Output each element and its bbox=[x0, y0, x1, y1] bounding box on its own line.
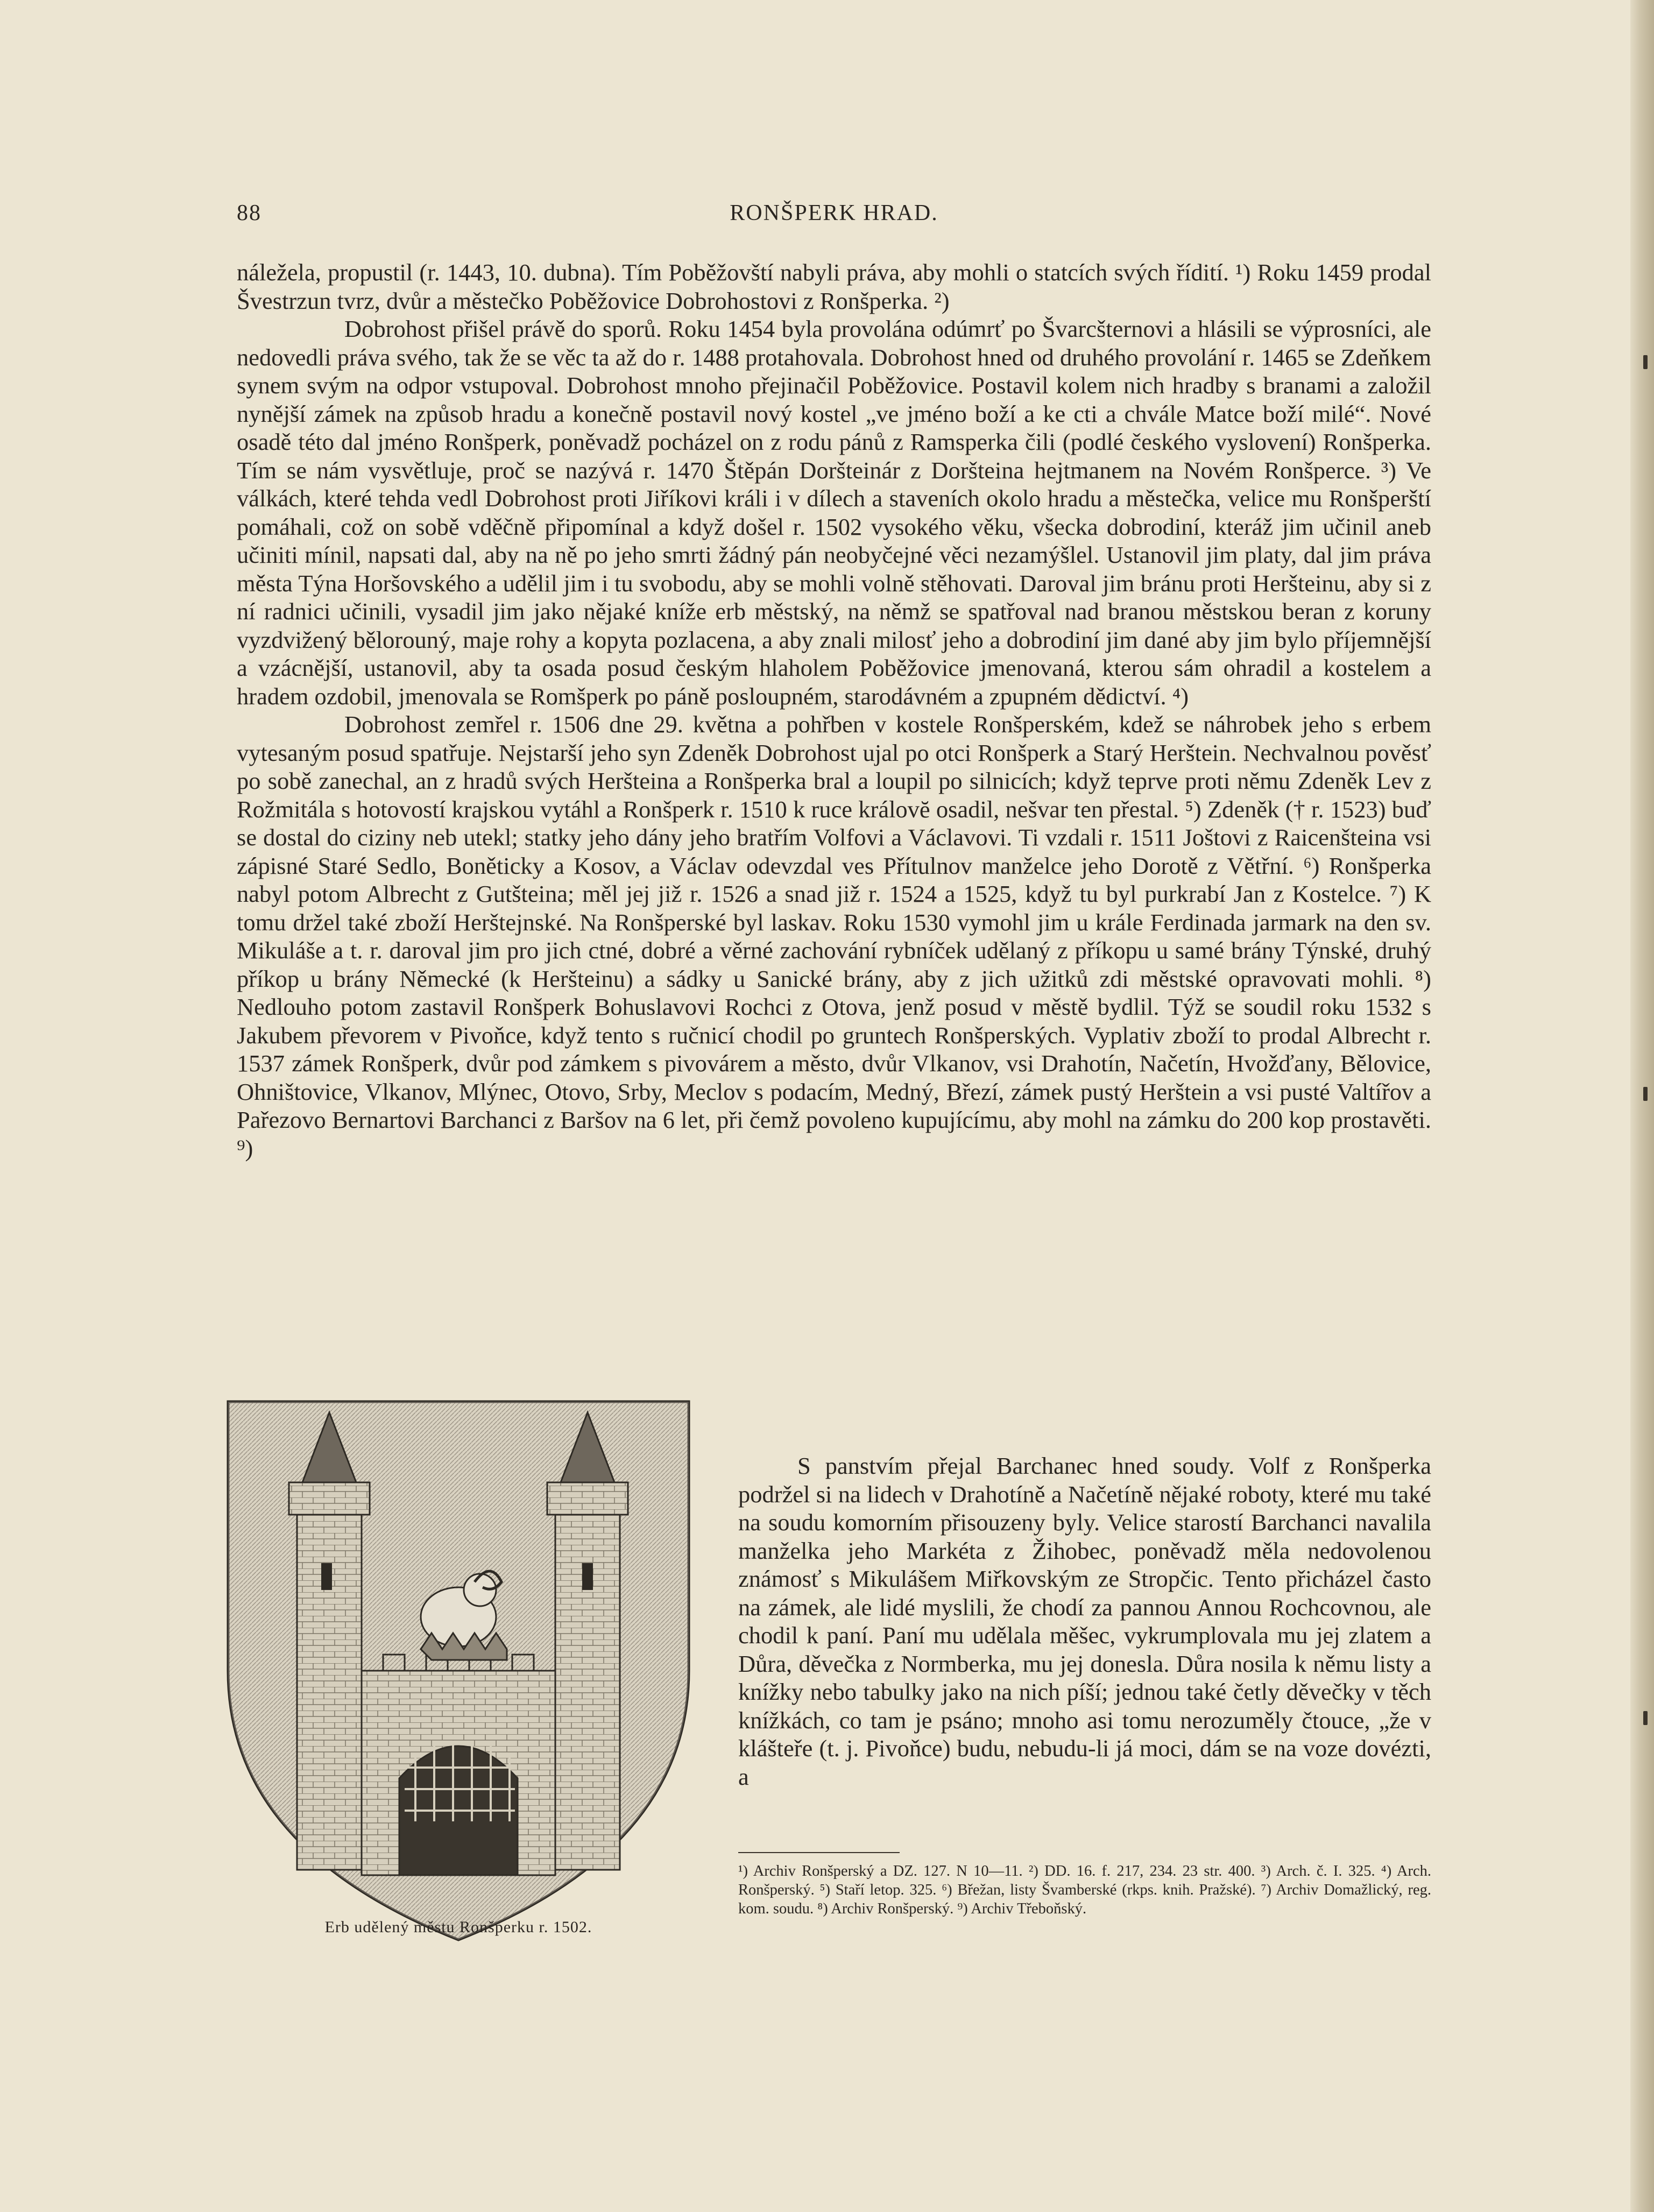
page-edge bbox=[1630, 0, 1654, 2212]
paragraph-1: náležela, propustil (r. 1443, 10. dubna). Tím Poběžovští nabyli práva, aby mohli o statcích svých řídití. ¹) Roku 1459 prodal Švestrzun tvrz, dvůr a městečko Poběžovice Dobrohostovi z Ronšperka. ²) bbox=[237, 259, 1431, 314]
footnotes bbox=[738, 1852, 1431, 1918]
paragraph-4: S panstvím přejal Barchanec hned soudy. Volf z Ronšperka podržel si na lidech v Drahotíně a Načetíně nějaké roboty, které mu také na soudu komorním přisouzeny byly. Velice starostí Barchanci navalila manželka jeho Markéta z Žihobec, poněvadž měla nedovolenou známosť s Mikulášem Miřkovským ze Stropčic. Tento přicházel často na zámek, ale lidé myslili, že chodí za pannou Annou Rochcovnou, ale chodil k paní. Paní mu udělala měšec, vykrumplovala mu jej zlatem a Důra, děvečka z Normberka, mu jej donesla. Důra nosila k němu listy a knížky nebo tabulky jako na nich píší; jednou také četly děvečky v těch knížkách, co tam je psáno; mnoho asi tomu nerozuměly čtouce, „že v klášteře (t. j. Pivoňce) budu, nebudu-li já moci, dám se na voze dovézti, a bbox=[738, 1452, 1431, 1790]
figure-caption: Erb udělený městu Ronšperku r. 1502. bbox=[324, 1918, 592, 1936]
edge-mark bbox=[1643, 355, 1648, 369]
running-title: RONŠPERK HRAD. bbox=[730, 201, 938, 225]
edge-mark bbox=[1643, 1087, 1648, 1101]
coat-of-arms-figure bbox=[222, 1391, 695, 1945]
paragraph-2: Dobrohost přišel právě do sporů. Roku 1454 byla provolána odúmrť po Švarcšternovi a hlásili se výprosníci, ale nedovedli práva svého, tak že se věc ta až do r. 1488 protahovala. Dobrohost hned od druhého provolání r. 1465 se Zdeňkem synem svým na odpor vstupoval. Dobrohost mnoho přejinačil Poběžovice. Postavil kolem nich hradby s branami a založil nynější zámek na způsob hradu a konečně postavil nový kostel „ve jméno boží a ke cti a chvále Matce boží milé“. Nové osadě této dal jméno Ronšperk, poněvadž pocházel on z rodu pánů z Ramsperka čili (podlé českého vyslovení) Ronšperka. Tím se nám vysvětluje, proč se nazývá r. 1470 Štěpán Doršteinár z Doršteina hejtmanem na Novém Ronšperce. ³) Ve válkách, které tehda vedl Dobrohost proti Jiříkovi králi i v dílech a staveních okolo hradu a městečka, velice mu Ronšperští pomáhali, což on sobě vděčně připomínal a když došel r. 1502 vysokého věku, všecka dobrodiní, kteráž jim učinil aneb učiniti mínil, napsati dal, aby na ně po jeho smrti žádný pán neobyčejné věci nezamýšlel. Ustanovil jim platy, dal jim práva města Týna Horšovského a udělil jim i tu svobodu, aby se mohli volně stěhovati. Daroval jim bránu proti Heršteinu, aby si z ní radnici učinili, vysadil jim jako nějaké kníže erb městský, na němž se spatřoval nad branou městskou beran z koruny vyzdvižený bělorouný, maje rohy a kopyta pozlacena, a aby znali milosť jeho a dobrodiní jim dané aby jim bylo příjemnější a vzácnější, ustanovil, aby ta osada posud českým hlaholem Poběžovice jmenovaná, kterou sám ohradil a kostelem a hradem ozdobil, jmenovala se Romšperk po páně posloupném, starodávném a zpupném dědictví. ⁴) bbox=[237, 315, 1431, 710]
page-number: 88 bbox=[237, 201, 261, 225]
right-column-text bbox=[738, 1452, 1431, 1791]
footnote-rule bbox=[738, 1852, 900, 1853]
edge-mark bbox=[1643, 1711, 1648, 1725]
main-text bbox=[237, 258, 1431, 1162]
footnote-text: ¹) Archiv Ronšperský a DZ. 127. N 10—11. ²) DD. 16. f. 217, 234. 23 str. 400. ³) Arch. č. I. 325. ⁴) Arch. Ronšperský. ⁵) Staří letop. 325. ⁶) Břežan, listy Švamberské (rkps. knih. Pražské). ⁷) Archiv Domažlický, reg. kom. soudu. ⁸) Archiv Ronšperský. ⁹) Archiv Třeboňský. bbox=[738, 1863, 1431, 1917]
page-header bbox=[237, 195, 1431, 232]
paragraph-3: Dobrohost zemřel r. 1506 dne 29. května a pohřben v kostele Ronšperském, kdež se náhrobek jeho s erbem vytesaným posud spatřuje. Nejstarší jeho syn Zdeněk Dobrohost ujal po otci Ronšperk a Starý Herštein. Nechvalnou pověsť po sobě zanechal, an z hradů svých Heršteina a Ronšperka bral a loupil po silnicích; když teprve proti němu Zdeněk Lev z Rožmitála s hotovostí krajskou vytáhl a Ronšperk r. 1510 k ruce královĕ osadil, nešvar ten přestal. ⁵) Zdeněk († r. 1523) buď se dostal do ciziny neb utekl; statky jeho dány jeho bratřím Volfovi a Václavovi. Ti vzdali r. 1511 Joštovi z Raicenšteina vsi zápisné Staré Sedlo, Boněticky a Kosov, a Václav odevzdal ves Přítulnov manželce jeho Dorotě z Větřní. ⁶) Ronšperka nabyl potom Albrecht z Gutšteina; měl jej již r. 1526 a snad již r. 1524 a 1525, když tu byl purkrabí Jan z Kostelce. ⁷) K tomu držel také zboží Herštejnské. Na Ronšperské byl laskav. Roku 1530 vymohl jim u krále Ferdinada jarmark na den sv. Mikuláše a t. r. daroval jim pro jich ctné, dobré a věrné zachování rybníček udělaný z příkopu u samé brány Týnské, druhý příkop u brány Německé (k Heršteinu) a sádky u Sanické brány, aby z jich užitků zdi městské opravovati mohli. ⁸) Nedlouho potom zastavil Ronšperk Bohuslavovi Rochci z Otova, jenž posud v městě bydlil. Týž se soudil roku 1532 s Jakubem převorem v Pivoňce, když tento s ručnicí chodil po gruntech Ronšperských. Vyplativ zboží to prodal Albrecht r. 1537 zámek Ronšperk, dvůr pod zámkem s pivovárem a město, dvůr Vlkanov, vsi Drahotín, Načetín, Hvožďany, Bělovice, Ohništovice, Vlkanov, Mlýnec, Otovo, Srby, Meclov s podacím, Medný, Březí, zámek pustý Herštein a vsi pusté Valtířov a Pařezovo Bernartovi Barchanci z Baršov na 6 let, při čemž povoleno kupujícímu, aby mohl na zámku do 200 kop prostavěti. ⁹) bbox=[237, 711, 1431, 1162]
coat-of-arms-ronsperk-icon bbox=[222, 1391, 695, 1945]
